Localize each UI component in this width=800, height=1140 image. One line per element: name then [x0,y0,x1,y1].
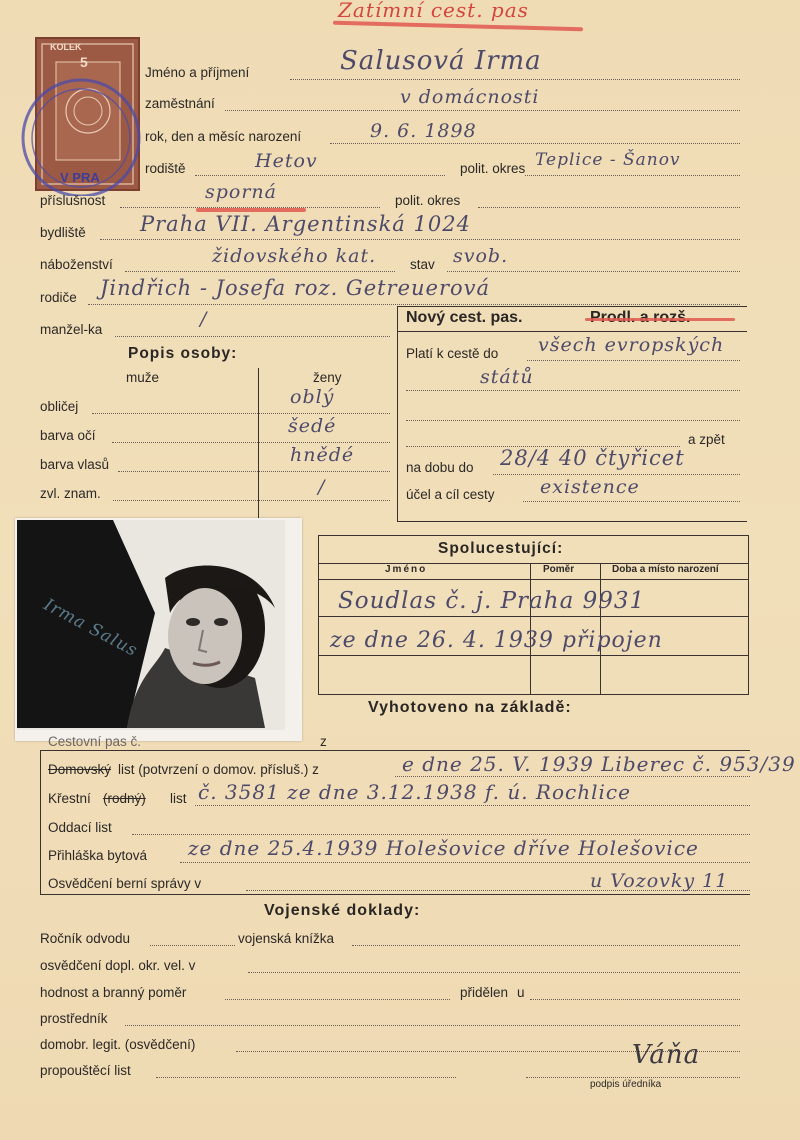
district-label: polit. okres [460,161,526,176]
assigned-label: přidělen [460,985,509,1000]
residence-line [100,239,740,240]
passport-box-left-border [397,306,398,522]
prev-passport-z: z [320,734,327,749]
companions-head-bottom [318,579,749,580]
description-divider [258,368,259,518]
description-title: Popis osoby: [128,345,238,362]
discharge-label: propouštěcí list [40,1063,131,1078]
stamp-postmark: V PRA [60,170,100,185]
face-line [92,413,390,414]
heading-underline [333,21,583,32]
domicile-label-strike: Domovský [48,762,112,777]
birth-line [330,143,740,144]
residence-value: Praha VII. Argentinská 1024 [140,212,471,236]
eyes-label: barva očí [40,428,96,443]
registration-line [180,862,750,863]
renew-strike [585,318,735,321]
companions-row-line-1 [318,616,749,617]
col-men-label: muže [126,370,160,385]
occupation-value: v domácnosti [400,86,540,108]
companions-title: Spolucestující: [438,540,564,557]
district-line [525,175,740,176]
legit-label: domobr. legit. (osvědčení) [40,1037,196,1052]
rank-label: hodnost a branný poměr [40,985,187,1000]
face-label: obličej [40,399,79,414]
name-value: Salusová Irma [340,46,542,76]
rank-line [225,999,450,1000]
companions-col-birth: Doba a místo narození [612,564,719,575]
stamp-value: 5 [80,54,88,70]
religion-line [125,271,395,272]
new-passport-label: Nový cest. pas. [406,309,523,326]
religion-value: židovského kat. [212,245,377,267]
spouse-line [115,336,390,337]
status-value: svob. [453,245,509,267]
period-value: 28/4 40 čtyřicet [500,446,685,470]
birth-value: 9. 6. 1898 [370,120,477,142]
purpose-line [523,501,740,502]
parents-value: Jindřich - Josefa roz. Getreuerová [100,276,491,300]
religion-label: náboženství [40,257,113,272]
revenue-stamp [6,36,146,196]
parents-label: rodiče [40,290,77,305]
marriage-label: Oddací list [48,820,112,835]
baptism-label-a: Křestní [48,791,91,806]
hair-line [118,471,390,472]
baptism-label-strike: (rodný) [103,791,146,806]
year-line [150,945,235,946]
spouse-label: manžel-ka [40,322,103,337]
purpose-label: účel a cíl cesty [406,487,495,502]
official-signature: Váňa [632,1040,701,1070]
companions-box-bottom [318,694,749,695]
companions-row2: ze dne 26. 4. 1939 připojen [330,628,663,653]
marriage-line [132,834,750,835]
valid-line-3 [406,420,740,421]
registration-value: ze dne 25.4.1939 Holešovice dříve Holešovice [188,836,699,860]
book-line [352,945,740,946]
basis-title: Vyhotoveno na základě: [368,699,572,716]
passport-box-top-border [397,306,747,307]
portrait-photo [15,518,302,741]
companions-box-right [748,535,749,695]
baptism-value: č. 3581 ze dne 3.12.1938 f. ú. Rochlice [198,780,631,804]
year-label: Ročník odvodu [40,931,131,946]
eyes-value: šedé [288,415,337,437]
companions-row1: Soudlas č. j. Praha 9931 [338,588,646,614]
return-label: a zpět [688,432,725,447]
middleman-label: prostředník [40,1011,108,1026]
hair-value: hnědé [290,444,355,466]
district2-label: polit. okres [395,193,461,208]
domicile-line [395,776,750,777]
citizenship-value: sporná [205,181,277,203]
cert-line [248,972,740,973]
valid-value: všech evropských [538,334,725,356]
prev-passport-label: Cestovní pas č. [48,734,142,749]
stamp-kolek-label: KOLEK [50,42,82,52]
spouse-value: / [200,308,208,330]
birthplace-label: rodiště [145,161,186,176]
companions-box-top [318,535,749,536]
hair-label: barva vlasů [40,457,110,472]
valid-value-2: států [480,366,534,388]
baptism-label-b: list [170,791,187,806]
district-value: Teplice - Šanov [535,150,681,170]
passport-box-header-line [397,331,747,332]
district2-line [478,207,740,208]
name-label: Jméno a příjmení [145,65,250,80]
col-women-label: ženy [313,370,342,385]
military-title: Vojenské doklady: [264,902,421,919]
marks-label: zvl. znam. [40,486,101,501]
birthplace-line [195,175,445,176]
status-label: stav [410,257,435,272]
passport-box-bottom-border [397,521,747,522]
occupation-label: zaměstnání [145,96,215,111]
tax-label: Osvědčení berní správy v [48,876,202,891]
valid-line [527,360,740,361]
valid-line-2 [406,390,740,391]
signature-caption: podpis úředníka [590,1079,662,1090]
valid-label: Platí k cestě do [406,346,499,361]
assigned-line [530,999,740,1000]
status-line [447,271,740,272]
heading-handwritten: Zatímní cest. pas [338,0,529,22]
name-line [290,79,740,80]
occupation-line [225,110,740,111]
middleman-line [125,1025,740,1026]
baptism-line [195,805,750,806]
domicile-label: list (potvrzení o domov. přísluš.) z [118,762,319,777]
basis-box-bottom [40,894,750,895]
photo-signature: Irma Salus [40,594,142,662]
companions-box-left [318,535,319,695]
face-value: oblý [290,386,335,408]
cert-label: osvědčení dopl. okr. vel. v [40,958,196,973]
period-line [493,474,740,475]
assigned-u-label: u [517,985,525,1000]
companions-col-relation: Poměr [543,564,575,575]
purpose-value: existence [540,476,640,498]
marks-line [113,500,390,501]
registration-label: Přihláška bytová [48,848,148,863]
parents-line [88,304,740,305]
marks-value: / [318,476,326,498]
companions-row-line-2 [318,655,749,656]
birthplace-value: Hetov [255,150,318,172]
citizenship-label: příslušnost [40,193,106,208]
discharge-line [156,1077,456,1078]
basis-box-left [40,750,41,895]
companions-col-name: Jméno [385,564,428,575]
residence-label: bydliště [40,225,86,240]
tax-value: u Vozovky 11 [590,870,729,892]
period-label: na dobu do [406,460,474,475]
book-label: vojenská knížka [238,931,335,946]
eyes-line [112,442,390,443]
basis-box-top [40,750,750,751]
signature-line [526,1077,740,1078]
domicile-value: e dne 25. V. 1939 Liberec č. 953/39 [402,752,796,776]
birth-label: rok, den a měsíc narození [145,129,302,144]
